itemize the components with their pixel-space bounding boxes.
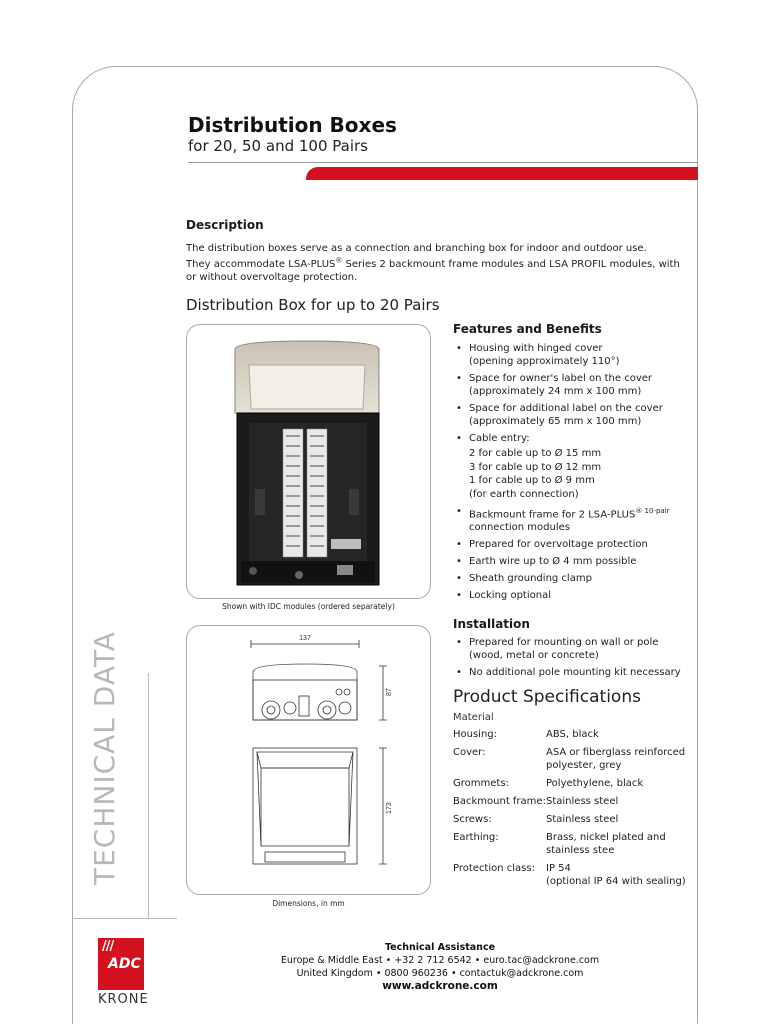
cable-entry-list: [453, 447, 698, 501]
header-divider: [188, 162, 698, 163]
dimension-height-label: 173: [386, 802, 393, 814]
installation-heading: Installation: [453, 617, 530, 631]
table-row: Housing: ABS, black: [453, 729, 599, 740]
sidebar-divider-vertical: [148, 673, 149, 918]
cable-entry: 1 for cable up to Ø 9 mm: [469, 475, 595, 486]
brand-name: KRONE: [98, 992, 149, 1007]
cable-entry: 3 for cable up to Ø 12 mm: [469, 461, 602, 473]
list-item: • Prepared for overvoltage protection: [453, 538, 698, 551]
product-photo: [186, 324, 431, 599]
specs-table: [453, 727, 698, 892]
dimension-drawing: [186, 625, 431, 895]
features-heading: Features and Benefits: [453, 322, 602, 336]
cable-entry: (for earth connection): [469, 488, 579, 500]
section-title: Distribution Box for up to 20 Pairs: [186, 296, 440, 314]
list-item: • Cable entry:: [453, 432, 698, 445]
website-link[interactable]: www.adckrone.com: [382, 980, 498, 992]
table-row: Backmount frame: Stainless steel: [453, 796, 619, 807]
dimension-width-label: 137: [299, 635, 311, 642]
header-red-bar: [306, 167, 698, 180]
list-item: • No additional pole mounting kit necessary: [453, 666, 698, 679]
dimension-diagram: [187, 626, 431, 895]
table-row: Cover: ASA or fiberglass reinforced polyester, grey: [453, 747, 686, 771]
table-row: Protection class: IP 54 (optional IP 64 with sealing): [453, 863, 686, 887]
list-item: • Backmount frame for 2 LSA-$PLUS^{® 10-pair}$ connection modules: [453, 505, 698, 534]
contact-line-europe: Europe & Middle East • +32 2 712 6542 • euro.tac@adckrone.com: [280, 955, 600, 966]
list-item: • Prepared for mounting on wall or pole (wood, metal or concrete): [453, 636, 698, 662]
dimension-depth-label: 87: [386, 688, 393, 696]
specs-material-label: Material: [453, 712, 494, 723]
installation-list: [453, 636, 698, 683]
table-row: Screws: Stainless steel: [453, 814, 619, 825]
table-row: Earthing: Brass, nickel plated and stainless stee: [453, 832, 666, 856]
list-item: • Housing with hinged cover (opening approximately 110°): [453, 342, 698, 368]
list-item: • Sheath grounding clamp: [453, 572, 698, 585]
distribution-box-photo: [187, 325, 431, 599]
table-row: Grommets: Polyethylene, black: [453, 778, 644, 789]
description-heading: Description: [186, 218, 264, 232]
technical-data-vertical-title: TECHNICAL DATA: [88, 631, 121, 885]
sidebar-divider-horizontal: [72, 918, 177, 919]
cable-entry: 2 for cable up to Ø 15 mm: [469, 448, 602, 459]
contact-line-uk: United Kingdom • 0800 960236 • contactuk@adckrone.com: [296, 968, 584, 979]
list-item: • Earth wire up to Ø 4 mm possible: [453, 555, 698, 568]
contact-heading: Technical Assistance: [384, 942, 496, 953]
dimension-caption: Dimensions, in mm: [272, 899, 345, 908]
features-list: [453, 342, 698, 606]
list-item: • Locking optional: [453, 589, 698, 602]
contact-footer: [230, 941, 650, 993]
photo-caption: Shown with IDC modules (ordered separately): [222, 602, 395, 611]
page-subtitle: for 20, 50 and 100 Pairs: [188, 137, 368, 155]
list-item: • Space for additional label on the cover (approximately 65 mm x 100 mm): [453, 402, 698, 428]
specs-heading: Product Specifications: [453, 687, 641, 707]
description-line-2: They accommodate LSA-PLUS® Series 2 backmount frame modules and LSA PROFIL modules, with or without overvoltage protection.: [186, 257, 680, 284]
page-title: Distribution Boxes: [188, 113, 397, 137]
list-item: • Space for owner's label on the cover (approximately 24 mm x 100 mm): [453, 372, 698, 398]
description-text: [186, 242, 691, 284]
description-line-1: The distribution boxes serve as a connection and branching box for indoor and outdoor use.: [186, 243, 647, 254]
adc-logo: /// ADC: [98, 938, 144, 990]
